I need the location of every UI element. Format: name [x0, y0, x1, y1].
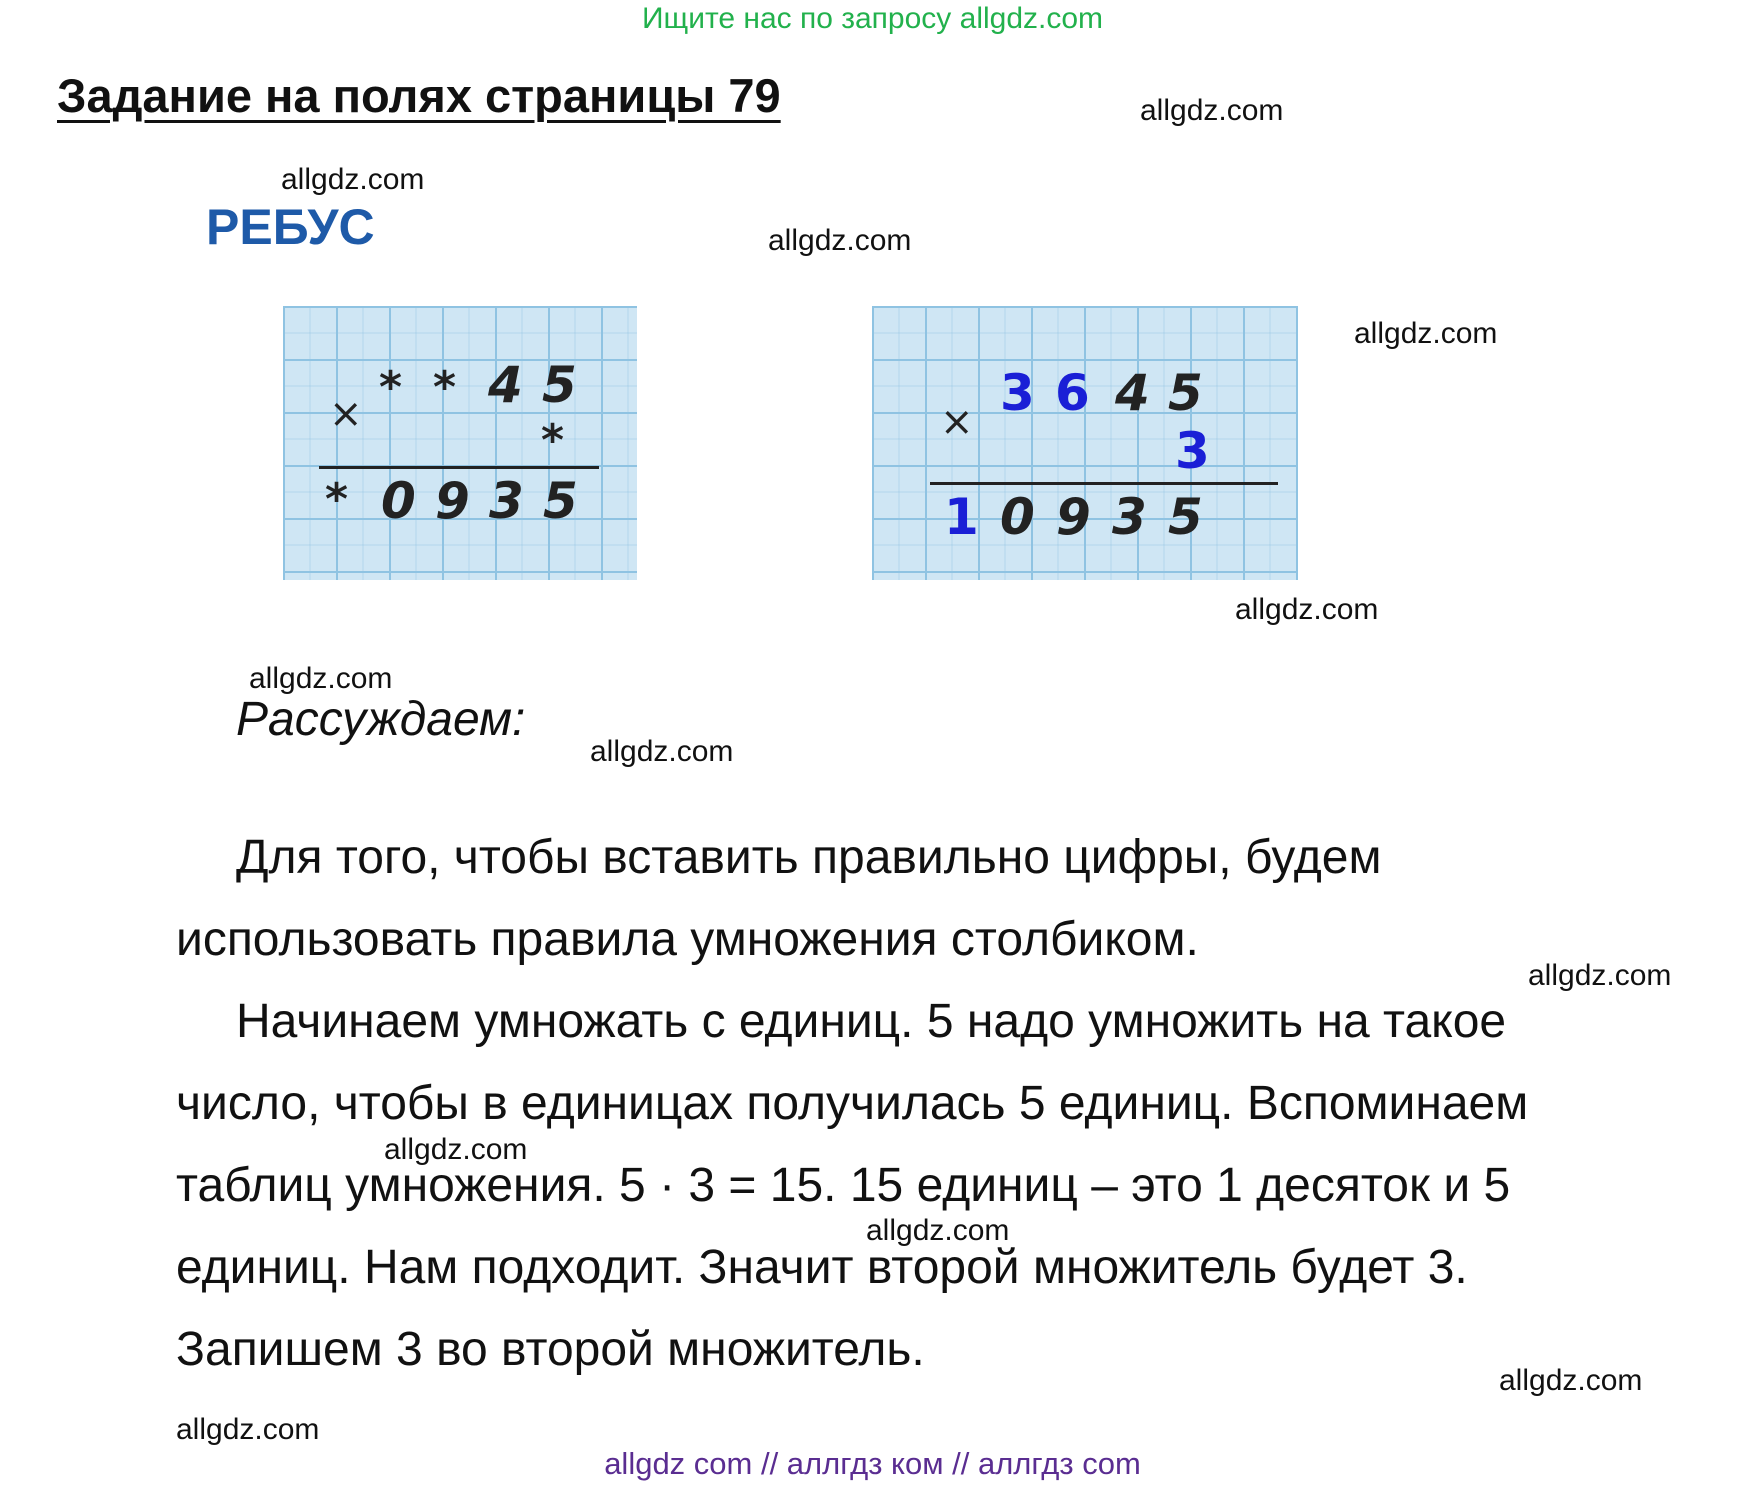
puzzle-digit: 4: [488, 356, 523, 414]
solution-digit: 9: [1056, 488, 1091, 546]
solution-digit: 3: [1175, 422, 1210, 480]
watermark: allgdz.com: [768, 224, 912, 257]
puzzle-digit: 3: [489, 472, 524, 530]
solution-digit: 3: [1112, 488, 1147, 546]
puzzle-digit: *: [433, 362, 457, 413]
paragraph-line: Для того, чтобы вставить правильно цифры, будем: [236, 831, 1382, 884]
solution-digit: 0: [1000, 488, 1035, 546]
solution-digit: 1: [944, 488, 979, 546]
page-title: Задание на полях страницы 79: [57, 69, 781, 122]
watermark: allgdz.com: [590, 735, 734, 768]
times-sign: ×: [940, 399, 974, 445]
solution-digit: 4: [1115, 364, 1150, 422]
paragraph-line: использовать правила умножения столбиком.: [176, 913, 1199, 966]
puzzle-digit: *: [325, 474, 349, 525]
watermark: allgdz.com: [249, 662, 393, 695]
paragraph-line: число, чтобы в единицах получилась 5 единиц. Вспоминаем: [176, 1077, 1529, 1130]
watermark: allgdz.com: [281, 163, 425, 196]
explanation-paragraph: [176, 817, 1696, 1391]
watermark: allgdz.com: [866, 1214, 1010, 1247]
paragraph-line: единиц. Нам подходит. Значит второй множитель будет 3.: [176, 1241, 1468, 1294]
solution-grid: [872, 306, 1298, 580]
solution-digit: 5: [1168, 364, 1203, 422]
top-banner: Ищите нас по запросу allgdz.com: [641, 2, 1104, 35]
watermark: allgdz.com: [1354, 317, 1498, 350]
solution-digit: 3: [1000, 364, 1035, 422]
times-sign: ×: [329, 391, 363, 437]
paragraph-line: таблиц умножения. 5 · 3 = 15. 15 единиц – это 1 десяток и 5: [176, 1159, 1511, 1212]
watermark: allgdz.com: [176, 1413, 320, 1446]
watermark: allgdz.com: [1499, 1364, 1643, 1397]
paragraph-line: Запишем 3 во второй множитель.: [176, 1323, 925, 1376]
watermark: allgdz.com: [384, 1133, 528, 1166]
reasoning-heading: Рассуждаем:: [236, 693, 526, 746]
solution-digit: 6: [1055, 364, 1090, 422]
watermark: allgdz.com: [1528, 959, 1672, 992]
puzzle-grid: [283, 306, 637, 580]
puzzle-digit: *: [379, 362, 403, 413]
puzzle-digit: 9: [435, 472, 470, 530]
watermark: allgdz.com: [1140, 94, 1284, 127]
puzzle-digit: *: [541, 415, 565, 466]
paragraph-line: Начинаем умножать с единиц. 5 надо умножить на такое: [236, 995, 1507, 1048]
puzzle-digit: 5: [543, 472, 578, 530]
solution-digit: 5: [1168, 488, 1203, 546]
multiplication-line: [319, 466, 599, 469]
watermark: allgdz.com: [1235, 593, 1379, 626]
puzzle-digit: 0: [381, 472, 416, 530]
multiplication-line: [930, 482, 1278, 485]
puzzle-digit: 5: [542, 356, 577, 414]
footer-links: allgdz com // аллгдз ком // аллгдз com: [604, 1446, 1141, 1481]
rebus-label: РЕБУС: [206, 199, 375, 255]
